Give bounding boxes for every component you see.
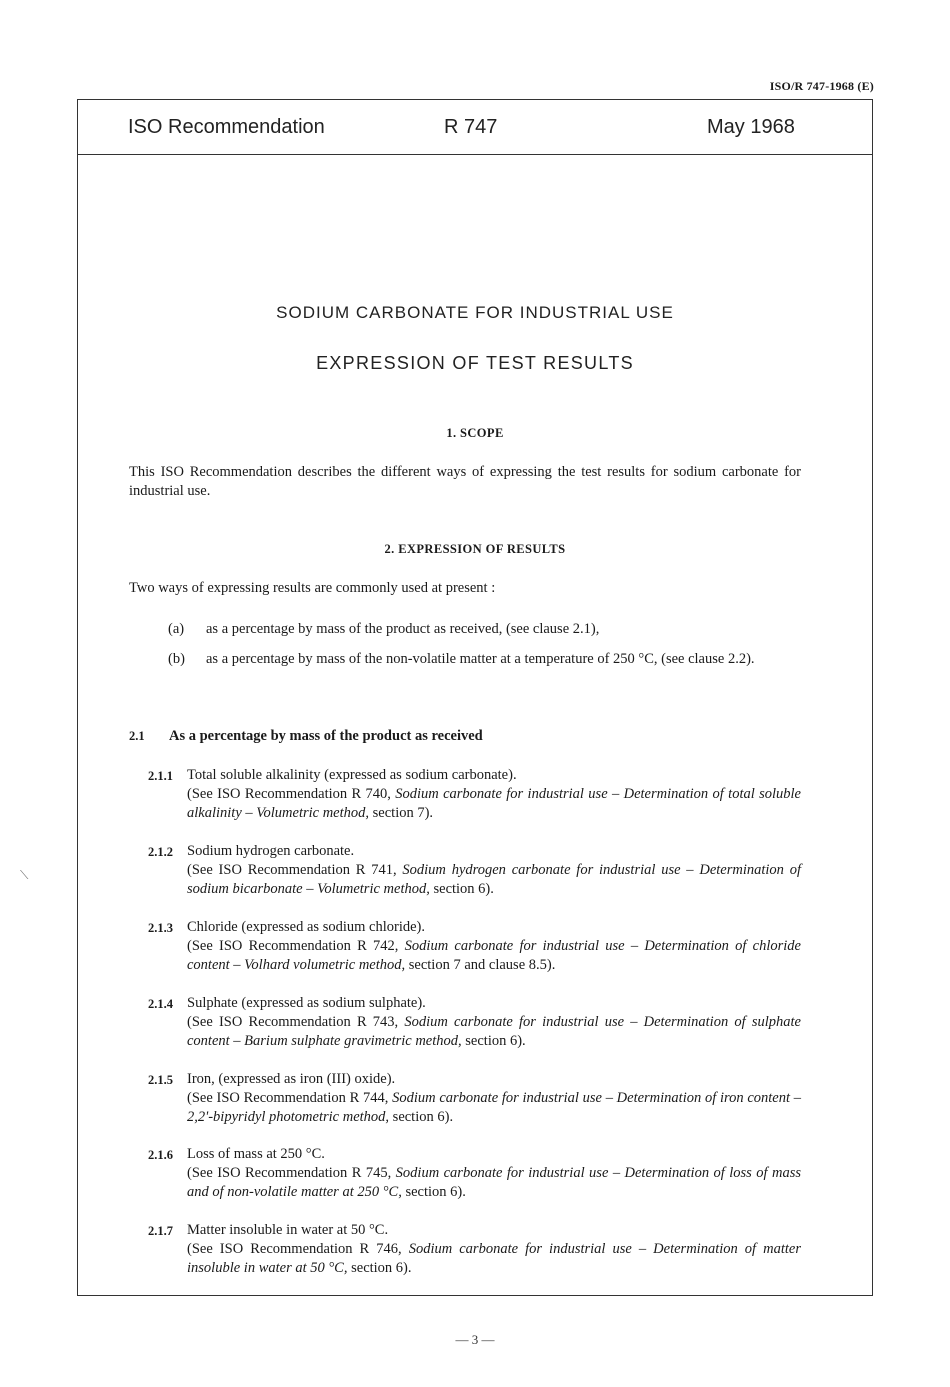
clause-reference: (See ISO Recommendation R 744, Sodium carbonate for industrial use – Determination of iron content – 2,2'-bipyridyl photometric method, section 6). bbox=[187, 1090, 801, 1125]
list-item-label: (b) bbox=[168, 651, 185, 667]
clause-number: 2.1.6 bbox=[148, 1148, 173, 1162]
clause-reference: (See ISO Recommendation R 742, Sodium carbonate for industrial use – Determination of chloride content – Volhard volumetric method, section 7 and clause 8.5). bbox=[187, 938, 801, 973]
scope-heading: 1. SCOPE bbox=[446, 426, 504, 440]
scope-text: This ISO Recommendation describes the different ways of expressing the test results for sodium carbonate for industrial use. bbox=[129, 464, 801, 499]
subsection-number: 2.1 bbox=[129, 729, 145, 743]
clause-title: Sodium hydrogen carbonate. bbox=[187, 843, 355, 859]
clause-title: Matter insoluble in water at 50 °C. bbox=[187, 1222, 389, 1238]
clause-item bbox=[148, 1070, 801, 1127]
header-org: ISO Recommendation bbox=[128, 116, 325, 138]
list-item-text: as a percentage by mass of the product as received, (see clause 2.1), bbox=[206, 621, 600, 637]
clause-reference: (See ISO Recommendation R 745, Sodium carbonate for industrial use – Determination of loss of mass and of non-volatile matter at 250 °C, section 6). bbox=[187, 1165, 801, 1200]
clause-item bbox=[148, 994, 801, 1051]
document-id: ISO/R 747-1968 (E) bbox=[769, 79, 874, 93]
clause-number: 2.1.5 bbox=[148, 1073, 173, 1087]
scan-mark: ⟍ bbox=[20, 868, 29, 882]
document-subtitle: EXPRESSION OF TEST RESULTS bbox=[316, 353, 634, 373]
document-title: SODIUM CARBONATE FOR INDUSTRIAL USE bbox=[276, 303, 674, 322]
clause-title: Sulphate (expressed as sodium sulphate). bbox=[187, 995, 426, 1011]
header-date: May 1968 bbox=[707, 116, 795, 138]
document-frame bbox=[77, 99, 873, 1296]
clause-item bbox=[148, 1221, 801, 1278]
clause-number: 2.1.4 bbox=[148, 997, 173, 1011]
clause-reference: (See ISO Recommendation R 746, Sodium carbonate for industrial use – Determination of matter insoluble in water at 50 °C, section 6). bbox=[187, 1241, 801, 1276]
list-item-label: (a) bbox=[168, 621, 185, 637]
clause-title: Iron, (expressed as iron (III) oxide). bbox=[187, 1071, 396, 1087]
page-number: — 3 — bbox=[455, 1332, 495, 1347]
clause-number: 2.1.2 bbox=[148, 845, 173, 859]
expression-intro: Two ways of expressing results are commonly used at present : bbox=[129, 580, 496, 596]
subsection-title: As a percentage by mass of the product as received bbox=[169, 728, 483, 744]
expression-heading: 2. EXPRESSION OF RESULTS bbox=[384, 542, 566, 556]
clause-item bbox=[148, 766, 801, 823]
header-band bbox=[78, 100, 872, 155]
clause-title: Chloride (expressed as sodium chloride). bbox=[187, 919, 425, 935]
clause-item bbox=[148, 842, 801, 899]
clause-title: Total soluble alkalinity (expressed as sodium carbonate). bbox=[187, 767, 517, 783]
header-number: R 747 bbox=[444, 116, 498, 138]
clause-number: 2.1.3 bbox=[148, 921, 173, 935]
subsection-heading bbox=[129, 728, 483, 745]
clause-item bbox=[148, 1145, 801, 1202]
clause-title: Loss of mass at 250 °C. bbox=[187, 1146, 325, 1162]
clause-number: 2.1.7 bbox=[148, 1224, 173, 1238]
list-item-text: as a percentage by mass of the non-volatile matter at a temperature of 250 °C, (see clause 2.2). bbox=[206, 651, 755, 667]
clause-reference: (See ISO Recommendation R 741, Sodium hydrogen carbonate for industrial use – Determination of sodium bicarbonate – Volumetric method, section 6). bbox=[187, 862, 801, 897]
clause-reference: (See ISO Recommendation R 743, Sodium carbonate for industrial use – Determination of sulphate content – Barium sulphate gravimetric method, section 6). bbox=[187, 1014, 801, 1049]
clause-item bbox=[148, 918, 801, 975]
clause-reference: (See ISO Recommendation R 740, Sodium carbonate for industrial use – Determination of total soluble alkalinity – Volumetric method, section 7). bbox=[187, 786, 801, 821]
clause-number: 2.1.1 bbox=[148, 769, 173, 783]
